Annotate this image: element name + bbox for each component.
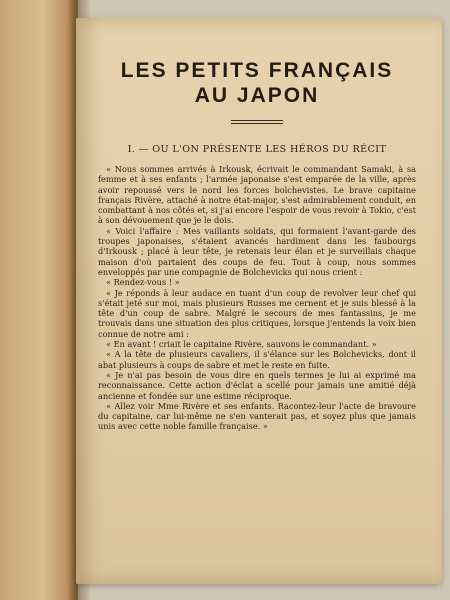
paragraph: « Je n'ai pas besoin de vous dire en quels termes je lui ai exprimé ma reconnaissance. Cette action d'éclat a scellé pour jamais une amitié déjà ancienne et fondée sur une estime réciproque. [98, 369, 416, 401]
paragraph: « Allez voir Mme Rivère et ses enfants. Racontez-leur l'acte de bravoure du capitaine, car lui-même ne s'en vanterait pas, et soyez plus que jamais unis avec cette noble famille française. » [98, 400, 416, 432]
page-content [98, 58, 416, 432]
body-text [98, 164, 416, 432]
title-line-1: LES PETITS FRANÇAIS [120, 59, 394, 82]
paragraph: « Nous sommes arrivés à Irkousk, écrivait le commandant Samaki, à sa femme et à ses enfants ; l'armée japonaise s'est emparée de la ville, après avoir repoussé vers le nord les forces bolchevistes. Le brave capitaine français Rivère, attaché à notre état-major, s'est admirablement conduit, en combattant à nos côtés et, si j'ai encore l'espoir de vous revoir à Tokio, c'est à son dévouement que je le dois. [98, 164, 416, 226]
paragraph: « Je réponds à leur audace en tuant d'un coup de revolver leur chef qui s'était jeté sur moi, mais plusieurs Russes me cernent et je suis blessé à la tête d'un coup de sabre. Malgré le secours de mes fantassins, je me trouvais dans une situation des plus critiques, lorsque j'entends la voix bien connue de notre ami : [98, 287, 416, 339]
paragraph: « Rendez-vous ! » [106, 277, 180, 288]
chapter-heading: I. — OU L'ON PRÉSENTE LES HÉROS DU RÉCIT [127, 144, 387, 155]
book-title [98, 58, 416, 108]
title-line-2: AU JAPON [194, 84, 320, 107]
title-rule [231, 120, 283, 124]
paragraph: « En avant ! criait le capitaine Rivère, sauvons le commandant. » [106, 339, 377, 350]
paragraph: « Voici l'affaire : Mes vaillants soldats, qui formaient l'avant-garde des troupes japonaises, s'étaient avancés hardiment dans les faubourgs d'Irkousk ; placé à leur tête, je retenais leur élan et je surveillais chaque maison d'où partaient des coups de feu. Tout à coup, nous sommes enveloppés par une compagnie de Bolchevicks qui nous crient : [98, 225, 416, 277]
paragraph: « A la tête de plusieurs cavaliers, il s'élance sur les Bolchevicks, dont il abat plusieurs à coups de sabre et met le reste en fuite. [98, 349, 416, 370]
